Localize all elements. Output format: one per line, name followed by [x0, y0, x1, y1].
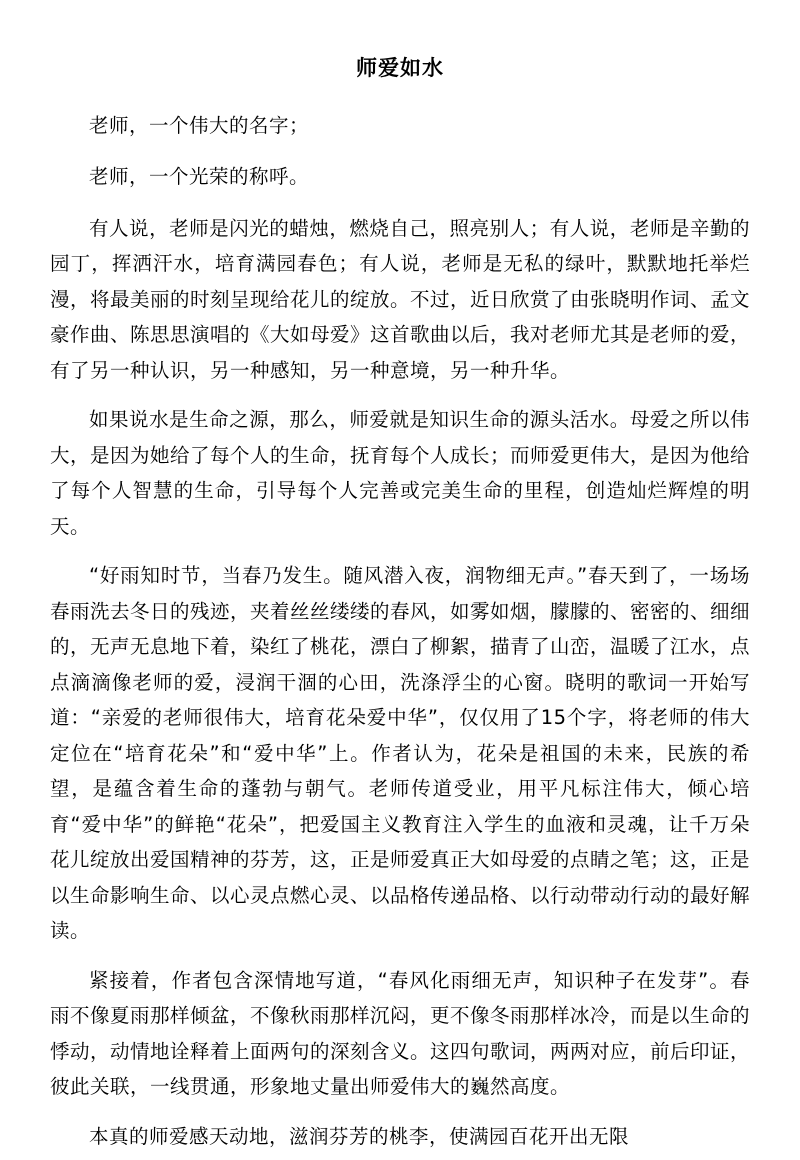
paragraph: “好雨知时节，当春乃发生。随风潜入夜，润物细无声。”春天到了，一场场春雨洗去冬日的残迹，夹着丝丝缕缕的春风，如雾如烟，朦朦的、密密的、细细的，无声无息地下着，染红了桃花，漂白了柳絮，描青了山峦，温暖了江水，点点滴滴像老师的爱，浸润干涸的心田，洗涤浮尘的心窗。晓明的歌词一开始写道：“亲爱的老师很伟大，培育花朵爱中华”，仅仅用了15个字，将老师的伟大定位在“培育花朵”和“爱中华”上。作者认为，花朵是祖国的未来，民族的希望，是蕴含着生命的蓬勃与朝气。老师传道受业，用平凡标注伟大，倾心培育“爱中华”的鲜艳“花朵”，把爱国主义教育注入学生的血液和灵魂，让千万朵花儿绽放出爱国精神的芬芳，这，正是师爱真正大如母爱的点睛之笔；这，正是以生命影响生命、以心灵点燃心灵、以品格传递品格、以行动带动行动的最好解读。 — [50, 564, 751, 943]
paragraph: 老师，一个光荣的称呼。 — [89, 165, 310, 189]
paragraph: 老师，一个伟大的名字； — [89, 114, 310, 137]
document-body — [46, 108, 754, 1154]
paragraph: 紧接着，作者包含深情地写道，“春风化雨细无声，知识种子在发芽”。春雨不像夏雨那样倾盆，不像秋雨那样沉闷，更不像冬雨那样冰冷，而是以生命的悸动，动情地诠释着上面两句的深刻含义。这四句歌词，两两对应，前后印证，彼此关联，一线贯通，形象地丈量出师爱伟大的巍然高度。 — [50, 968, 751, 1099]
paragraph: 如果说水是生命之源，那么，师爱就是知识生命的源头活水。母爱之所以伟大，是因为她给了每个人的生命，抚育每个人成长；而师爱更伟大，是因为他给了每个人智慧的生命，引导每个人完善或完美生命的里程，创造灿烂辉煌的明天。 — [50, 408, 751, 538]
paragraph: 本真的师爱感天动地，滋润芬芳的桃李，使满园百花开出无限 — [89, 1124, 630, 1148]
page-title: 师爱如水 — [356, 56, 444, 80]
paragraph: 有人说，老师是闪光的蜡烛，燃烧自己，照亮别人；有人说，老师是辛勤的园丁，挥洒汗水，培育满园春色；有人说，老师是无私的绿叶，默默地托举烂漫，将最美丽的时刻呈现给花儿的绽放。不过，近日欣赏了由张晓明作词、孟文豪作曲、陈思思演唱的《大如母爱》这首歌曲以后，我对老师尤其是老师的爱，有了另一种认识，另一种感知，另一种意境，另一种升华。 — [50, 216, 751, 382]
